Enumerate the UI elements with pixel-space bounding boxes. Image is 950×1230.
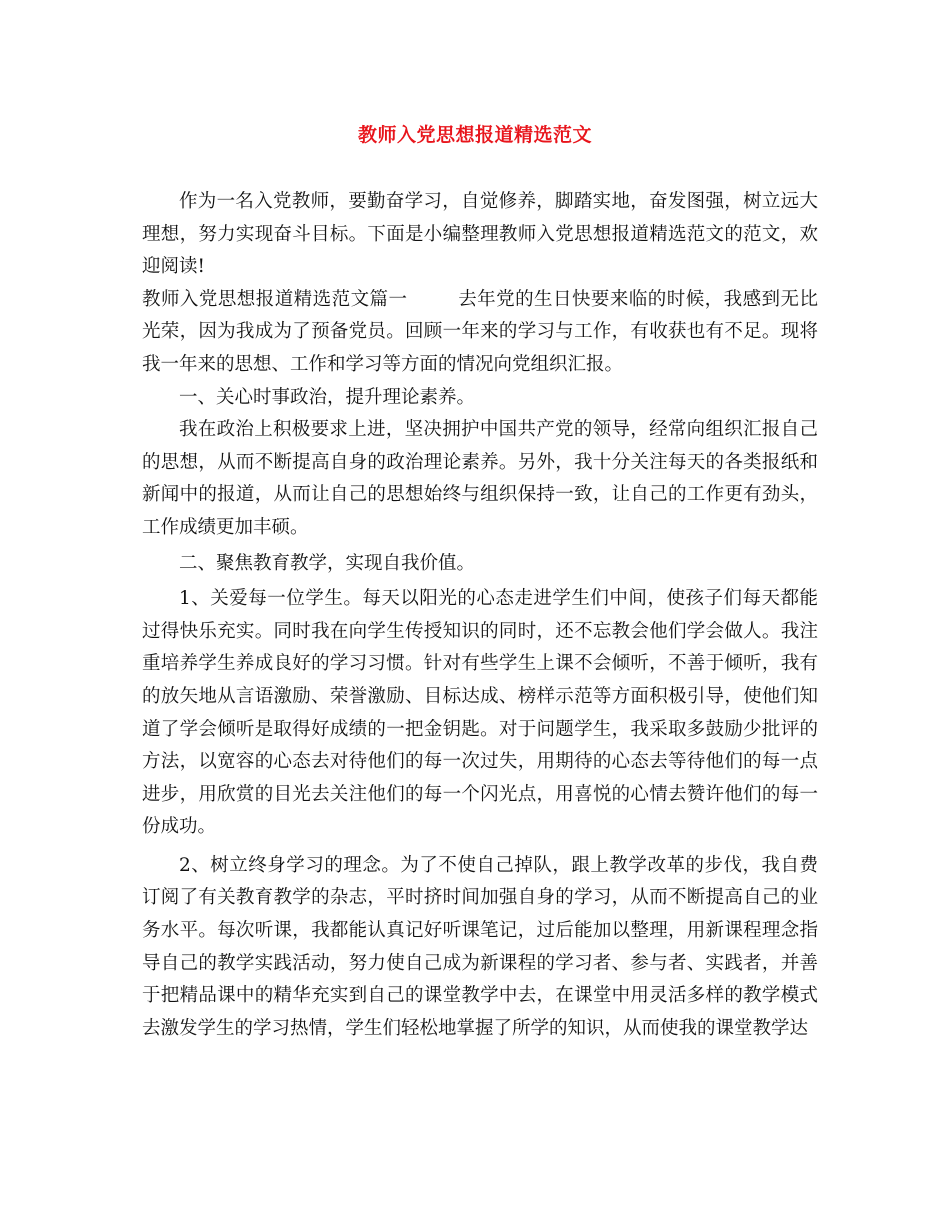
- section-lead: 去年党的生日快要来临的时候，我感到无比光荣，因为我成为了预备党员。回顾一年来的学习与工作，有收获也有不足。现将我一年来的思想、工作和学习等方面的情况向党组织汇报。: [142, 288, 818, 375]
- section-spacer: [407, 289, 458, 310]
- point2-heading: 二、聚焦教育教学，实现自我价值。: [179, 552, 476, 574]
- point1-heading: 一、关心时事政治，提升理论素养。: [179, 386, 476, 408]
- intro-paragraph: 作为一名入党教师，要勤奋学习，自觉修养，脚踏实地，奋发图强，树立远大理想，努力实现奋斗目标。下面是小编整理教师入党思想报道精选范文的范文，欢迎阅读!: [142, 191, 818, 278]
- point1-body: 我在政治上积极要求上进，坚决拥护中国共产党的领导，经常向组织汇报自己的思想，从而不断提高自身的政治理论素养。另外，我十分关注每天的各类报纸和新闻中的报道，从而让自己的思想始终与组织保持一致，让自己的工作更有劲头，工作成绩更加丰硕。: [142, 419, 818, 538]
- section-paragraph: [142, 284, 818, 382]
- item2-paragraph: 2、树立终身学习的理念。为了不使自己掉队，跟上教学改革的步伐，我自费订阅了有关教育教学的杂志，平时挤时间加强自身的学习，从而不断提高自己的业务水平。每次听课，我都能认真记好听课笔记，过后能加以整理，用新课程理念指导自己的教学实践活动，努力使自己成为新课程的学习者、参与者、实践者，并善于把精品课中的精华充实到自己的课堂教学中去，在课堂中用灵活多样的教学模式去激发学生的学习热情，学生们轻松地掌握了所学的知识，从而使我的课堂教学达: [142, 854, 818, 1039]
- document-title: 教师入党思想报道精选范文: [357, 124, 592, 146]
- document-body: [142, 186, 818, 1045]
- section-heading: 教师入党思想报道精选范文篇一: [142, 288, 408, 310]
- item1-paragraph: 1、关爱每一位学生。每天以阳光的心态走进学生们中间，使孩子们每天都能过得快乐充实。同时我在向学生传授知识的同时，还不忘教会他们学会做人。我注重培养学生养成良好的学习习惯。针对有些学生上课不会倾听，不善于倾听，我有的放矢地从言语激励、荣誉激励、目标达成、榜样示范等方面积极引导，使他们知道了学会倾听是取得好成绩的一把金钥匙。对于问题学生，我采取多鼓励少批评的方法，以宽容的心态去对待他们的每一次过失，用期待的心态去等待他们的每一点进步，用欣赏的目光去关注他们的每一个闪光点，用喜悦的心情去赞许他们的每一份成功。: [142, 588, 818, 838]
